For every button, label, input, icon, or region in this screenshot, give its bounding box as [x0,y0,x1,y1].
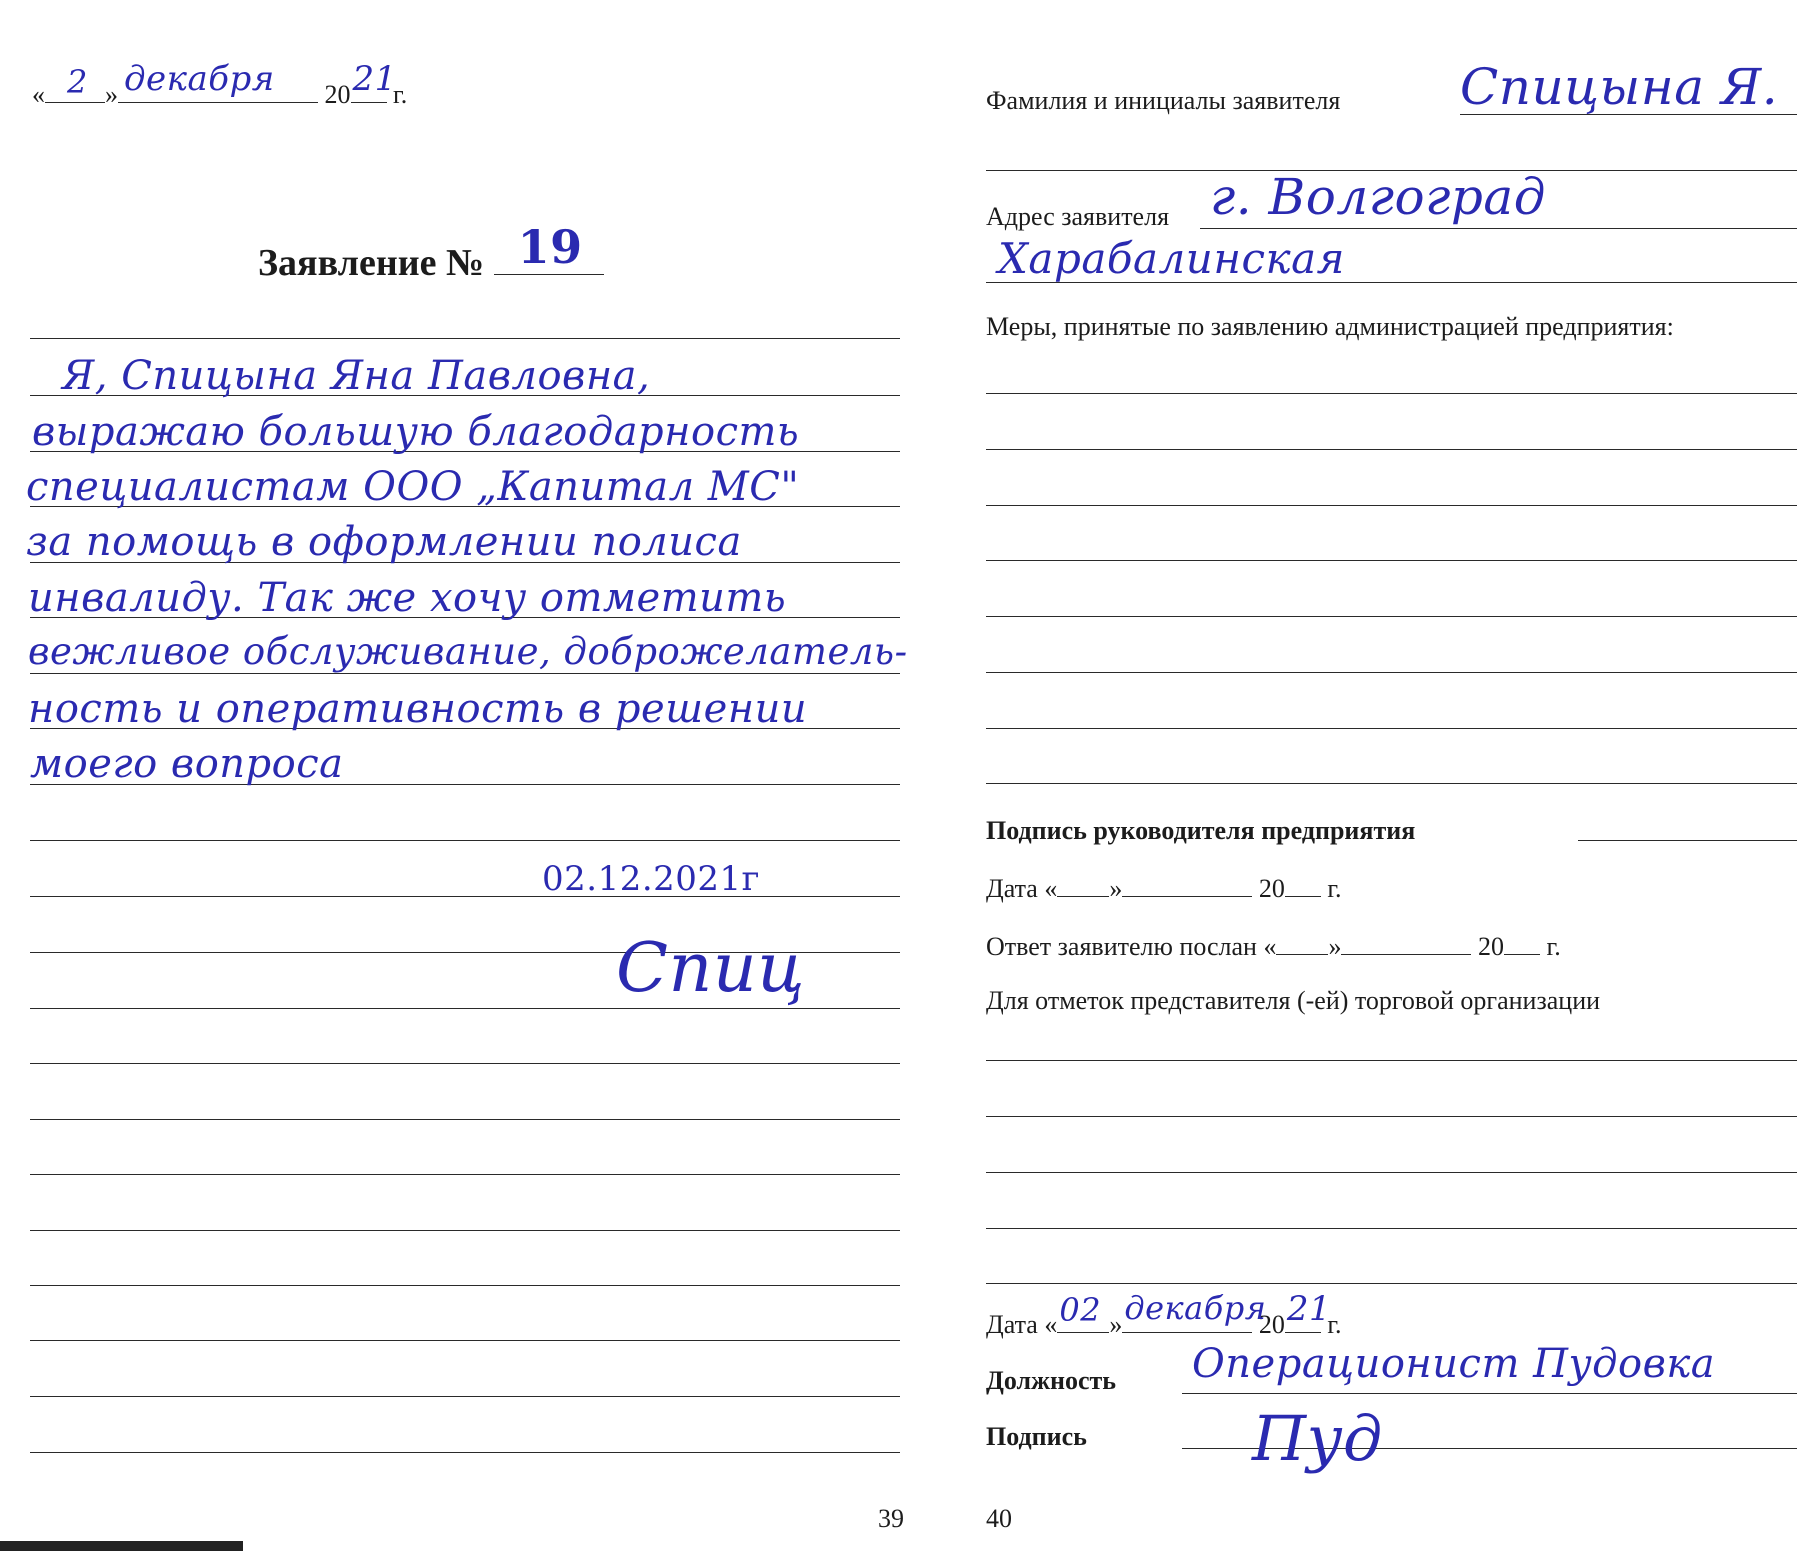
ruled-line [30,338,900,339]
address-label: Адрес заявителя [986,202,1170,231]
measures-label: Меры, принятые по заявлению администрацией предприятия: [986,312,1674,341]
ruled-line [986,1228,1797,1229]
representative-signature: Пуд [1252,1402,1383,1475]
ruled-line [30,1230,900,1231]
ruled-line [986,449,1797,450]
date-row-2-day: 02 [1059,1291,1102,1329]
right-page [930,0,1797,1551]
ruled-line [986,393,1797,394]
ruled-line [30,1119,900,1120]
ruled-line [986,783,1797,784]
year-prefix: 20 [324,80,351,109]
ruled-line [30,1340,900,1341]
ruled-line [30,1285,900,1286]
date-row-2-year: 21 [1286,1289,1332,1329]
ruled-line [986,505,1797,506]
header-date-month: декабря [124,59,275,99]
ruled-line [986,728,1797,729]
manager-signature-line [1578,840,1797,841]
ruled-line [986,1116,1797,1117]
address-line [1200,228,1797,229]
ruled-line [30,840,900,841]
ruled-line [30,1008,900,1009]
date-row-2: Дата « 02 » декабря 20 21 г. [986,1289,1342,1339]
manager-signature-label: Подпись руководителя предприятия [986,816,1416,845]
applicant-name-value: Спицына Я. [1460,58,1779,116]
ruled-line [30,1063,900,1064]
statement-title-label: Заявление № [258,242,485,284]
ruled-line [30,1452,900,1453]
statement-line: вежливое обслуживание, доброжелатель- [28,630,908,673]
ruled-line [986,560,1797,561]
date-row-1: Дата « » 20 г. [986,874,1342,903]
position-label: Должность [986,1366,1117,1395]
representative-label: Для отметок представителя (-ей) торговой организации [986,986,1601,1015]
statement-line: специалистам ООО „Капитал МС" [26,464,800,510]
address-line2: Харабалинская [998,234,1345,283]
signed-date: 02.12.2021г [542,859,760,899]
date-row-2-month: декабря [1124,1289,1267,1327]
quote-open: « [32,80,45,109]
header-date-year: 21 [352,59,397,99]
reply-row: Ответ заявителю послан « » 20 г. [986,932,1561,961]
statement-number: 19 [517,220,583,274]
header-date-line [32,59,408,109]
statement-line: выражаю большую благодарность [32,409,800,455]
ruled-line [986,1172,1797,1173]
statement-line: Я, Спицына Яна Павловна, [62,353,651,399]
page-number-right: 40 [986,1504,1012,1533]
statement-line: ность и оперативность в решении [28,686,808,732]
statement-title [258,220,604,284]
ruled-line [30,1396,900,1397]
ruled-line [30,1174,900,1175]
ruled-line [986,616,1797,617]
applicant-name-label: Фамилия и инициалы заявителя [986,86,1341,115]
ruled-line [30,673,900,674]
year-unit: г. [393,80,408,109]
ruled-line [986,672,1797,673]
statement-line: моего вопроса [30,741,344,787]
ruled-line [986,1060,1797,1061]
ruled-line [30,896,900,897]
position-line [1182,1393,1797,1394]
scan-artifact [0,1541,243,1551]
header-date-day: 2 [67,63,88,101]
address-line1: г. Волгоград [1210,168,1546,226]
signature-label: Подпись [986,1422,1087,1451]
page-number-left: 39 [878,1504,904,1533]
ruled-line [986,1283,1797,1284]
applicant-signature: Спиц [616,929,806,1008]
quote-close: » [105,80,118,109]
statement-line: инвалиду. Так же хочу отметить [28,575,787,621]
position-value: Операционист Пудовка [1192,1341,1716,1387]
statement-line: за помощь в оформлении полиса [26,519,742,565]
